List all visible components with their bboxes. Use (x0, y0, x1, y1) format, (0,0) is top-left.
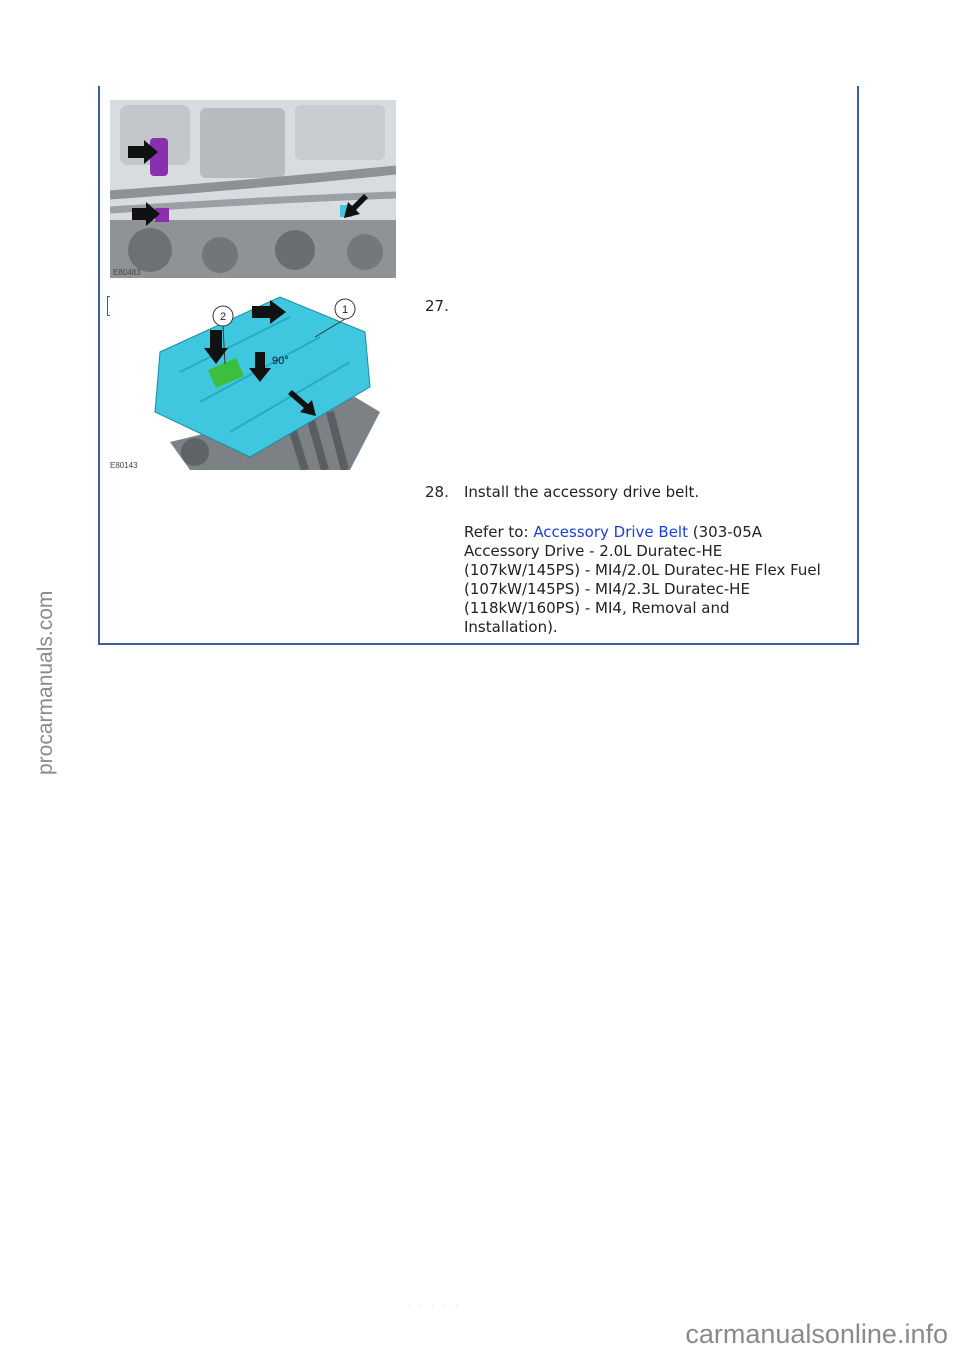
step-text-28: Install the accessory drive belt. (464, 483, 700, 501)
refer-to-paragraph (464, 523, 854, 637)
refer-line-6: Installation). (464, 618, 558, 636)
refer-prefix: Refer to: (464, 523, 534, 541)
callout-1: 1 (341, 304, 349, 316)
side-watermark-text: procarmanuals.com (34, 590, 57, 775)
refer-line-2: Accessory Drive - 2.0L Duratec-HE (464, 542, 723, 560)
step-number-27: 27. (425, 297, 449, 315)
callout-2: 2 (219, 311, 227, 323)
angle-label: 90° (272, 355, 289, 367)
engine-figure-cover (110, 292, 390, 470)
figure-code-2: E80143 (110, 461, 138, 470)
refer-line-4: (107kW/145PS) - MI4/2.3L Duratec-HE (464, 580, 750, 598)
step-number-28: 28. (425, 483, 449, 501)
bottom-watermark: carmanualsonline.info (685, 1319, 948, 1349)
accessory-drive-belt-link[interactable]: Accessory Drive Belt (533, 523, 688, 541)
side-watermark (0, 0, 57, 1358)
engine-figure-top (110, 100, 396, 278)
figure-code-1: E80483 (113, 268, 141, 277)
refer-line-5: (118kW/160PS) - MI4, Removal and (464, 599, 730, 617)
page-number: · · · · · (408, 1302, 461, 1312)
refer-rest: (303-05A (687, 523, 762, 541)
refer-line-3: (107kW/145PS) - MI4/2.0L Duratec-HE Flex Fuel (464, 561, 821, 579)
